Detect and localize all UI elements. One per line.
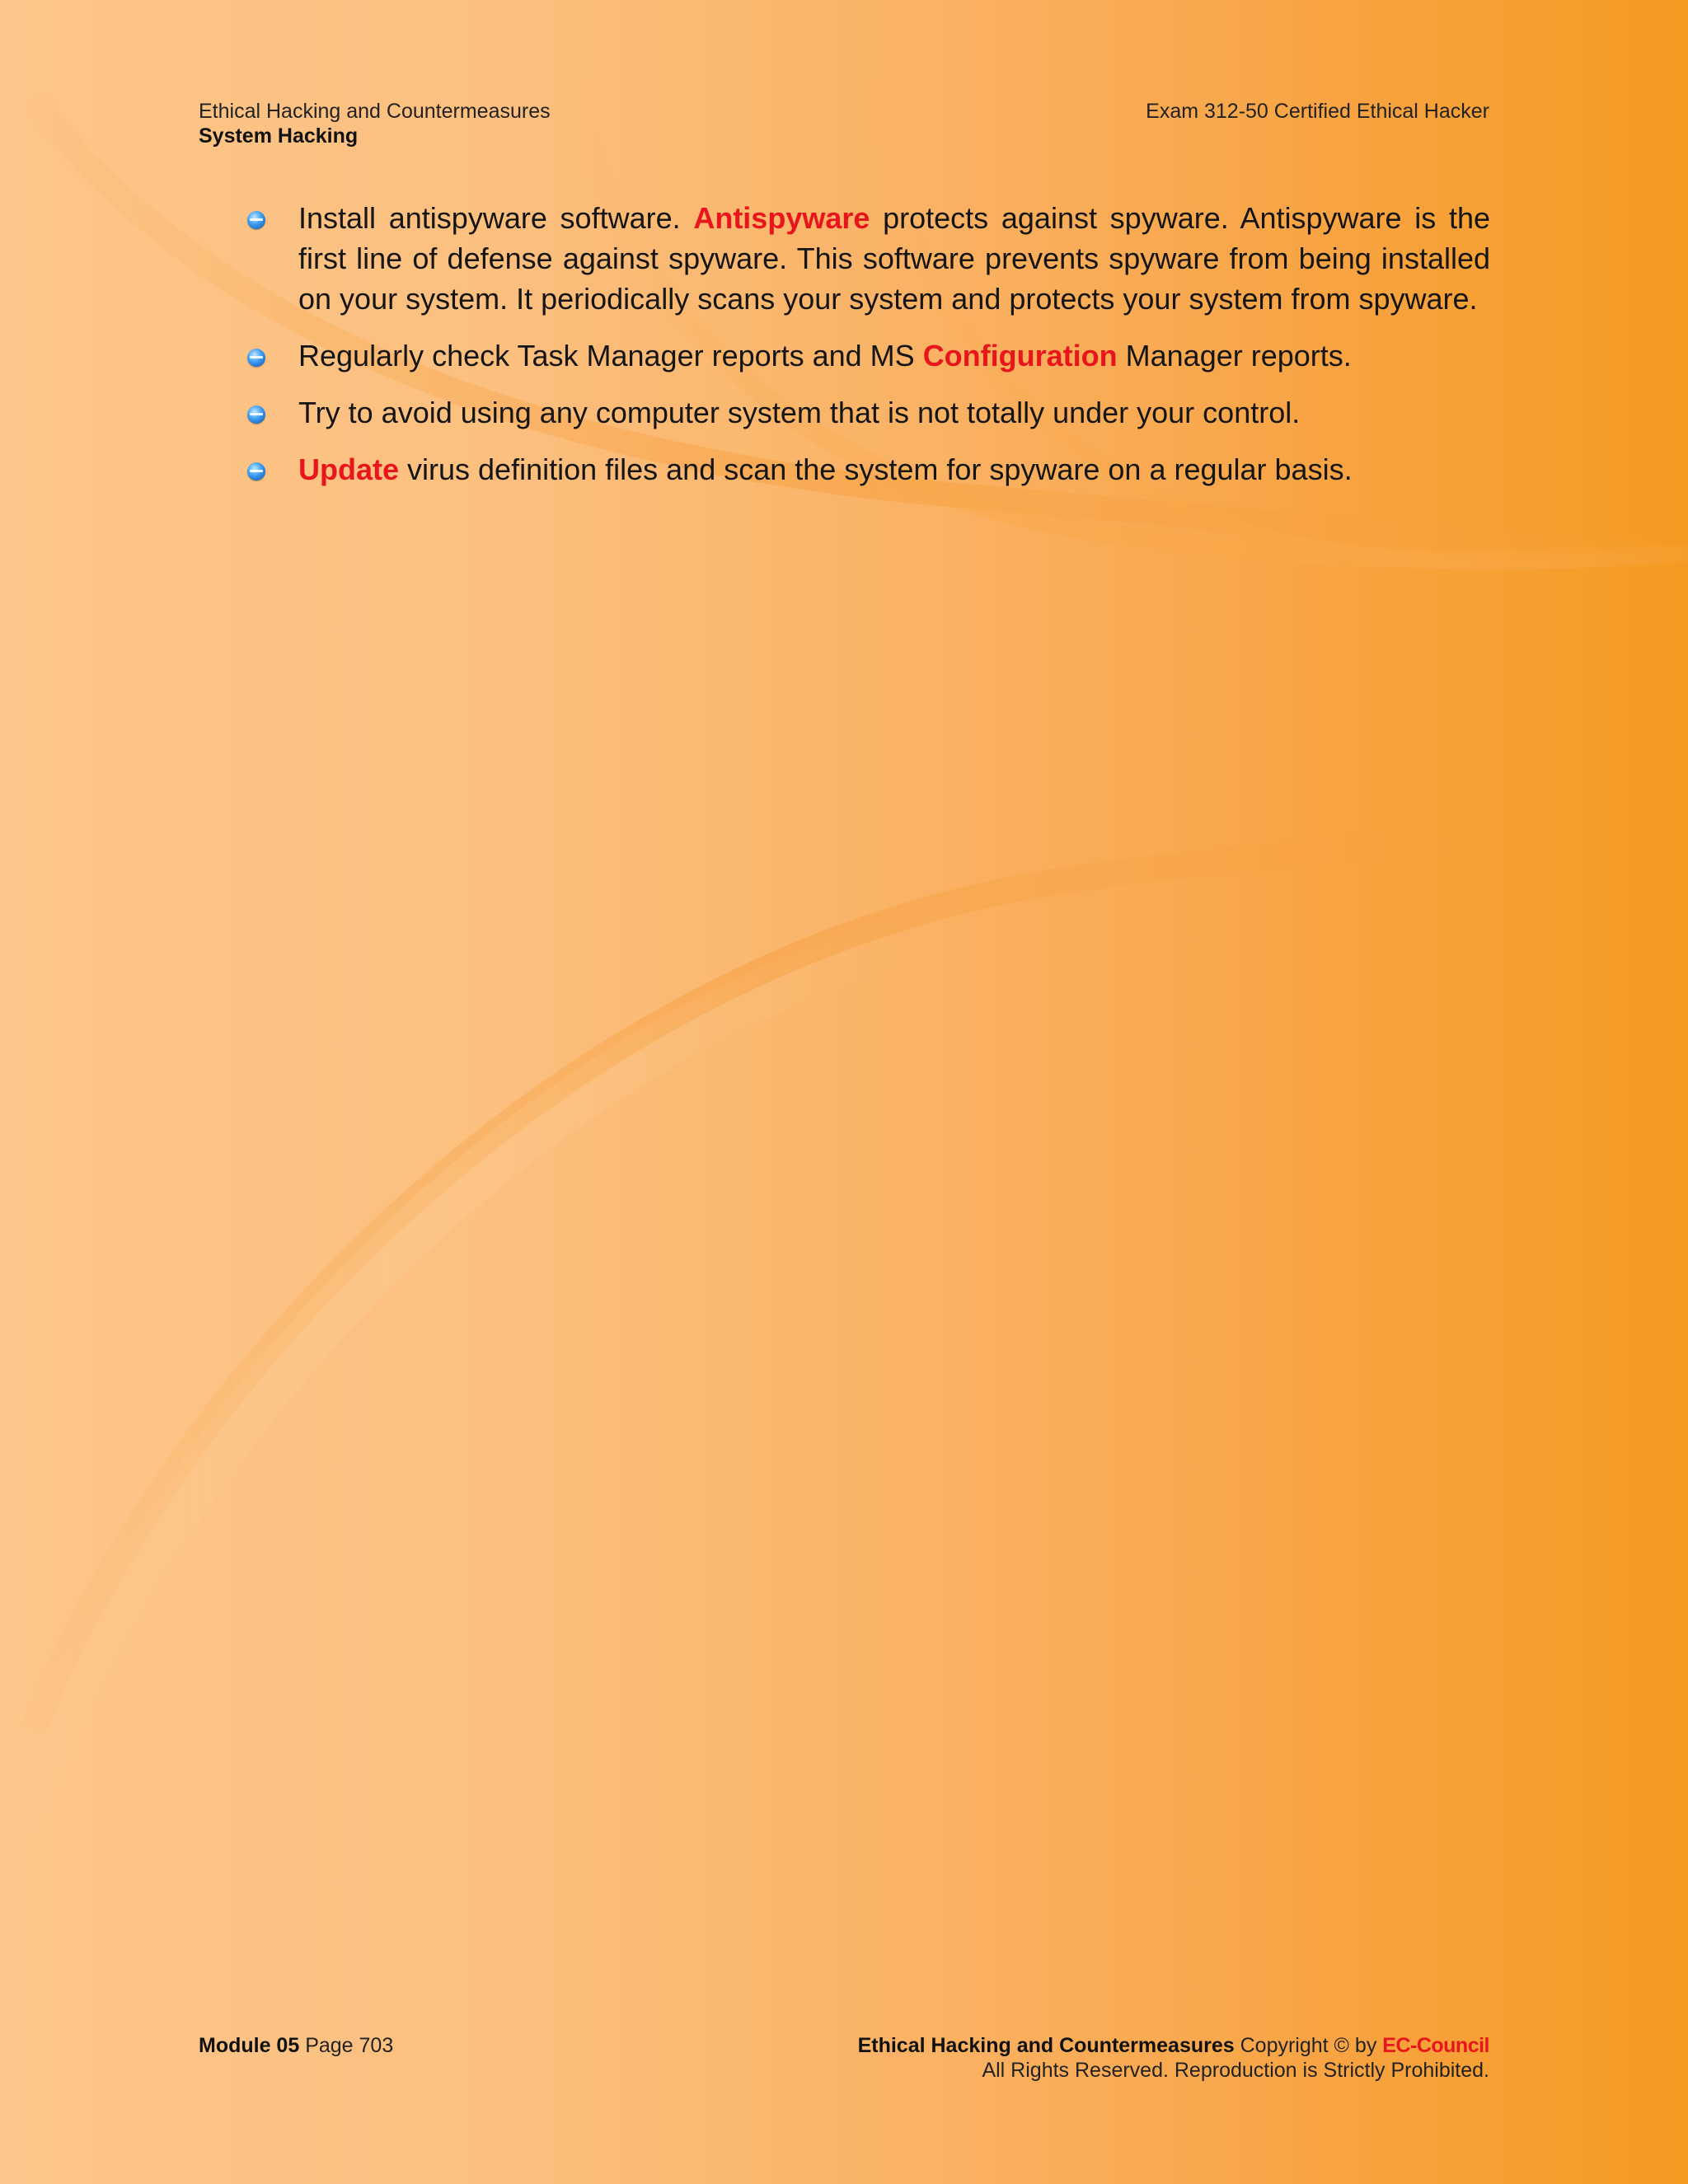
item-highlight: Update — [298, 452, 400, 486]
header-module-title: System Hacking — [199, 124, 359, 148]
item-text: Install antispyware software. — [298, 201, 694, 235]
footer-page-info — [199, 2033, 393, 2058]
header-exam-title: Exam 312-50 Certified Ethical Hacker — [1146, 100, 1489, 123]
item-highlight: Configuration — [922, 339, 1118, 373]
header-course-title: Ethical Hacking and Countermeasures — [199, 100, 551, 123]
countermeasure-list — [247, 198, 1490, 506]
ec-council-logo: EC-Council — [1382, 2034, 1489, 2057]
footer-copyright — [858, 2033, 1489, 2083]
list-item — [247, 449, 1490, 490]
item-text: Regularly check Task Manager reports and MS — [298, 339, 923, 373]
item-text: virus definition files and scan the system for spyware on a regular basis. — [399, 452, 1353, 486]
footer-module: Module 05 — [199, 2034, 300, 2057]
footer-course: Ethical Hacking and Countermeasures — [857, 2034, 1235, 2057]
header-left — [199, 99, 551, 148]
list-item — [247, 198, 1490, 319]
footer-copyright-text: Copyright © by — [1234, 2034, 1383, 2057]
list-item — [247, 335, 1490, 376]
item-text: Try to avoid using any computer system that is not totally under your control. — [298, 396, 1301, 429]
bullet-icon — [247, 349, 265, 367]
list-item — [247, 392, 1490, 433]
bullet-icon — [247, 462, 265, 480]
footer-rights: All Rights Reserved. Reproduction is Strictly Prohibited. — [982, 2059, 1489, 2082]
item-highlight: Antispyware — [693, 201, 870, 235]
footer-page-number: Page 703 — [299, 2034, 394, 2057]
item-text: Manager reports. — [1117, 339, 1352, 373]
bullet-icon — [247, 211, 265, 229]
item-text: protects against spyware. Antispyware is the first line of defense against spyware. This software prevents spyware from being installed on your system. It periodically scans your system and protects your system from spyware. — [298, 201, 1490, 316]
bullet-icon — [247, 405, 265, 424]
